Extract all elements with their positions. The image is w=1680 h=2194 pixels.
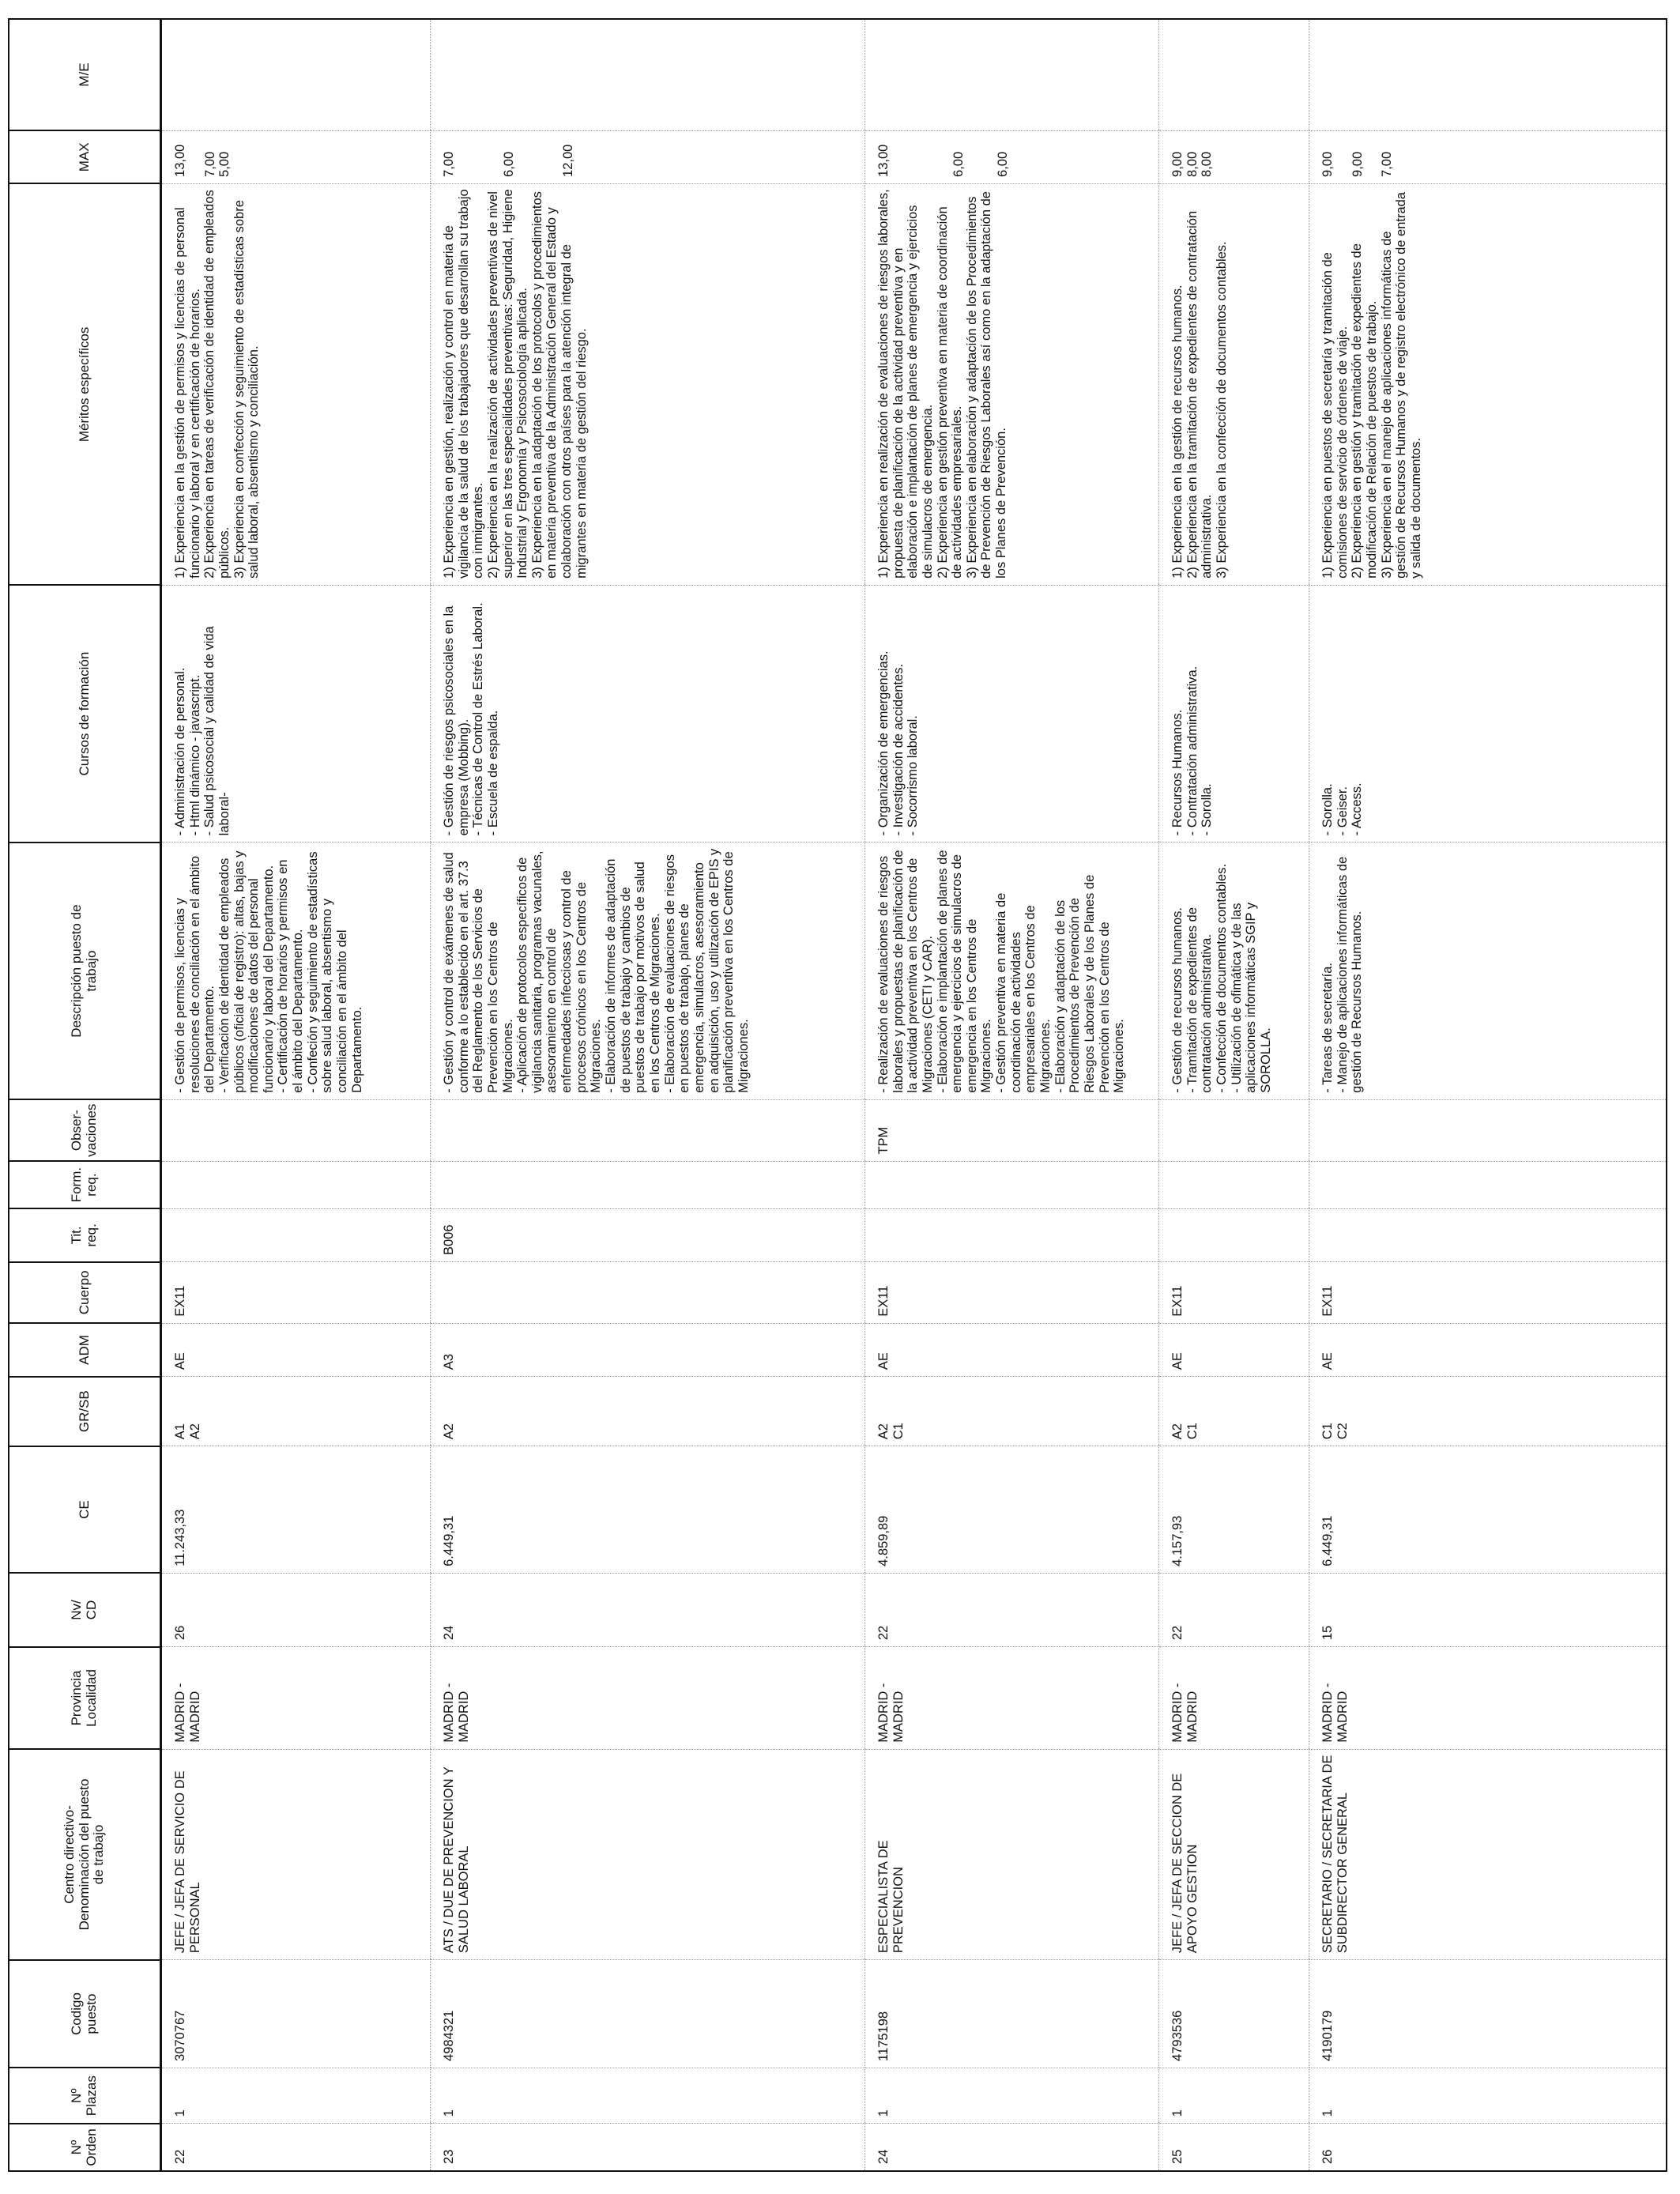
cell-codigo: 4984321: [431, 1960, 865, 2068]
cell-orden: 26: [1309, 2124, 1667, 2170]
cell-nivel: 22: [1159, 1573, 1309, 1646]
cell-provincia: MADRID - MADRID: [865, 1647, 1159, 1750]
cell-cuerpo: EX11: [865, 1262, 1159, 1324]
cell-cuerpo: EX11: [1159, 1262, 1309, 1324]
cell-nivel: 24: [431, 1573, 865, 1646]
cell-max: [161, 130, 431, 183]
table-row: [865, 20, 1159, 2170]
col-header-me: M/E: [9, 20, 161, 130]
table-row: [1159, 20, 1309, 2170]
cell-adm: AE: [161, 1323, 431, 1376]
cell-form: [1309, 1161, 1667, 1208]
cell-orden: 25: [1159, 2124, 1309, 2170]
cell-orden: 22: [161, 2124, 431, 2170]
cell-ce: 11.243,33: [161, 1446, 431, 1574]
cell-centro: JEFE / JEFA DE SECCION DE APOYO GESTION: [1159, 1749, 1309, 1959]
cell-max: [1309, 130, 1667, 183]
cell-cursos: - Sorolla. - Geiser. - Access.: [1309, 585, 1667, 842]
cell-adm: AE: [1309, 1323, 1667, 1376]
col-header-grsb: GR/SB: [9, 1377, 161, 1446]
cell-ce: 6.449,31: [1309, 1446, 1667, 1574]
cell-max: [865, 130, 1159, 183]
cell-tit: [1159, 1208, 1309, 1261]
max-value: 5,00: [217, 151, 232, 177]
cell-form: [161, 1161, 431, 1208]
max-value: 9,00: [1170, 151, 1185, 177]
cell-cuerpo: EX11: [1309, 1262, 1667, 1324]
cell-obs: [1309, 1099, 1667, 1161]
cell-meritos: 1) Experiencia en la gestión de recursos humanos. 2) Experiencia en la tramitación de expedientes de contratación administrativa. 3) Experiencia en la confección de documentos contables.: [1159, 183, 1309, 585]
col-header-meritos: Méritos específicos: [9, 183, 161, 585]
cell-grsb: C1 C2: [1309, 1377, 1667, 1446]
cell-meritos: 1) Experiencia en realización de evaluaciones de riesgos laborales, propuesta de planificación de la actividad preventiva y en elaboración e implantación de planes de emergencia y ejercicios de simulacros de emergencia. 2) Experiencia en gestión preventiva en materia de coordinación de actividades empresariales. 3) Experiencia en elaboración y adaptación de los Procedimientos de Prevención de Riesgos Laborales así como en la adaptación de los Planes de Prevención.: [865, 183, 1159, 585]
positions-table-frame: [8, 18, 1667, 2172]
col-header-centro: Centro directivo- Denominación del puesto de trabajo: [9, 1749, 161, 1959]
header-row: [9, 20, 161, 2170]
cell-ce: 4.859,89: [865, 1446, 1159, 1574]
max-value: 9,00: [1350, 151, 1365, 177]
table-row: [161, 20, 431, 2170]
cell-descripcion: - Gestión y control de exámenes de salud conforme a lo establecido en el art. 37.3 del Reglamento de los Servicios de Prevención en los Centros de Migraciones. - Aplicación de protocolos específicos de vigilancia sanitaria, programas vacunales, asesoramiento en control de enfermedades infecciosas y control de procesos crónicos en los Centros de Migraciones. - Elaboración de informes de adaptación de puestos de trabajo y cambios de puestos de trabajo por motivos de salud en los Centros de Migraciones. - Elaboración de evaluaciones de riesgos en puestos de trabajo, planes de emergencia, simulacros, asesoramiento en adquisición, uso y utilización de EPIS y planificación preventiva en los Centros de Migraciones.: [431, 843, 865, 1099]
col-header-nivel: Nv/ CD: [9, 1573, 161, 1646]
cell-form: [865, 1161, 1159, 1208]
cell-obs: [431, 1099, 865, 1161]
max-value: 7,00: [202, 151, 217, 177]
col-header-codigo: Codigo puesto: [9, 1960, 161, 2068]
cell-cursos: - Recursos Humanos. - Contratación administrativa. - Sorolla.: [1159, 585, 1309, 842]
cell-nivel: 15: [1309, 1573, 1667, 1646]
cell-cursos: - Organización de emergencias. - Investigación de accidentes. - Socorrismo laboral.: [865, 585, 1159, 842]
col-header-max: MAX: [9, 130, 161, 183]
cell-ce: 4.157,93: [1159, 1446, 1309, 1574]
cell-plazas: 1: [865, 2068, 1159, 2123]
cell-tit: [1309, 1208, 1667, 1261]
cell-meritos: 1) Experiencia en gestión, realización y control en materia de vigilancia de la salud de los trabajadores que desarrollan su trabajo con inmigrantes. 2) Experiencia en la realización de actividades preventivas de nivel superior en las tres especialidades preventivas: Seguridad, Higiene Industrial y Ergonomía y Psicosociología aplicada. 3) Experiencia en la adaptación de los protocolos y procedimientos en materia preventiva de la Administración General del Estado y colaboración con otros países para la atención integral de migrantes en materia de gestión del riesgo.: [431, 183, 865, 585]
cell-obs: [161, 1099, 431, 1161]
cell-max: [431, 130, 865, 183]
cell-cursos: - Administración de personal. - Html dinámico - javascript. - Salud psicosocial y calidad de vida laboral-: [161, 585, 431, 842]
col-header-form: Form. req.: [9, 1161, 161, 1208]
max-value: 13,00: [173, 144, 187, 177]
cell-form: [1159, 1161, 1309, 1208]
cell-plazas: 1: [1159, 2068, 1309, 2123]
cell-adm: A3: [431, 1323, 865, 1376]
cell-nivel: 22: [865, 1573, 1159, 1646]
cell-form: [431, 1161, 865, 1208]
cell-max: [1159, 130, 1309, 183]
cell-cursos: - Gestión de riesgos psicosociales en la empresa (Mobbing). - Técnicas de Control de Estrés Laboral. - Escuela de espalda.: [431, 585, 865, 842]
cell-me: [1159, 20, 1309, 130]
cell-codigo: 3070767: [161, 1960, 431, 2068]
cell-codigo: 4793536: [1159, 1960, 1309, 2068]
positions-table: [9, 20, 1666, 2170]
cell-centro: ATS / DUE DE PREVENCION Y SALUD LABORAL: [431, 1749, 865, 1959]
max-value: 6,00: [996, 151, 1011, 177]
cell-plazas: 1: [161, 2068, 431, 2123]
col-header-ce: CE: [9, 1446, 161, 1574]
cell-centro: ESPECIALISTA DE PREVENCION: [865, 1749, 1159, 1959]
col-header-adm: ADM: [9, 1323, 161, 1376]
max-value: 7,00: [442, 151, 456, 177]
col-header-plazas: Nº Plazas: [9, 2068, 161, 2123]
max-value: 8,00: [1185, 151, 1200, 177]
cell-tit: B006: [431, 1208, 865, 1261]
cell-grsb: A2: [431, 1377, 865, 1446]
cell-descripcion: - Gestión de recursos humanos. - Tramitación de expedientes de contratación administrativa. - Confección de documentos contables. - Utilización de ofimática y de las aplicaciones informáticas SGIP y SOROLLA.: [1159, 843, 1309, 1099]
col-header-orden: Nº Orden: [9, 2124, 161, 2170]
cell-provincia: MADRID - MADRID: [431, 1647, 865, 1750]
cell-provincia: MADRID - MADRID: [161, 1647, 431, 1750]
cell-me: [431, 20, 865, 130]
cell-plazas: 1: [431, 2068, 865, 2123]
cell-codigo: 4190179: [1309, 1960, 1667, 2068]
cell-grsb: A2 C1: [1159, 1377, 1309, 1446]
cell-me: [865, 20, 1159, 130]
cell-centro: SECRETARIO / SECRETARIA DE SUBDIRECTOR GENERAL: [1309, 1749, 1667, 1959]
cell-centro: JEFE / JEFA DE SERVICIO DE PERSONAL: [161, 1749, 431, 1959]
max-value: 8,00: [1200, 151, 1215, 177]
table-row: [1309, 20, 1667, 2170]
cell-meritos: 1) Experiencia en la gestión de permisos y licencias de personal funcionario y laboral y en certificación de horarios. 2) Experiencia en tareas de verificación de identidad de empleados públicos. 3) Experiencia en confección y seguimiento de estadísticas sobre salud laboral, absentismo y conciliación.: [161, 183, 431, 585]
col-header-cuerpo: Cuerpo: [9, 1262, 161, 1324]
cell-me: [161, 20, 431, 130]
cell-obs: TPM: [865, 1099, 1159, 1161]
cell-tit: [161, 1208, 431, 1261]
cell-plazas: 1: [1309, 2068, 1667, 2123]
cell-ce: 6.449,31: [431, 1446, 865, 1574]
max-value: 7,00: [1380, 151, 1395, 177]
cell-obs: [1159, 1099, 1309, 1161]
max-value: 9,00: [1320, 151, 1335, 177]
max-value: 6,00: [501, 151, 516, 177]
cell-orden: 23: [431, 2124, 865, 2170]
col-header-cursos: Cursos de formación: [9, 585, 161, 842]
cell-tit: [865, 1208, 1159, 1261]
cell-descripcion: - Realización de evaluaciones de riesgos laborales y propuestas de planificación de la actividad preventiva en los Centros de Migraciones (CETI y CAR). - Elaboración e implantación de planes de emergencia y ejercicios de simulacros de emergencia en los Centros de Migraciones. - Gestión preventiva en materia de coordinación de actividades empresariales en los Centros de Migraciones. - Elaboración y adaptación de los Procedimientos de Prevención de Riesgos Laborales y de los Planes de Prevención en los Centros de Migraciones.: [865, 843, 1159, 1099]
max-value: 13,00: [876, 144, 891, 177]
cell-grsb: A2 C1: [865, 1377, 1159, 1446]
cell-cuerpo: [431, 1262, 865, 1324]
table-row: [431, 20, 865, 2170]
col-header-descripcion: Descripción puesto de trabajo: [9, 843, 161, 1099]
cell-cuerpo: EX11: [161, 1262, 431, 1324]
cell-descripcion: - Gestión de permisos, licencias y resoluciones de conciliación en el ámbito del Departamento. - Verificación de identidad de empleados públicos (oficial de registro): altas, bajas y modificaciones de datos del personal funcionario y laboral del Departamento. - Certificación de horarios y permisos en el ámbito del Departamento. - Confeción y seguimiento de estadísticas sobre salud laboral, absentismo y conciliación en el ámbito del Departamento.: [161, 843, 431, 1099]
cell-grsb: A1 A2: [161, 1377, 431, 1446]
col-header-obs: Obser- vaciones: [9, 1099, 161, 1161]
col-header-tit: Tit. req.: [9, 1208, 161, 1261]
cell-nivel: 26: [161, 1573, 431, 1646]
max-value: 12,00: [561, 144, 576, 177]
cell-descripcion: - Tareas de secretaría. - Manejo de aplicaciones informáticas de gestión de Recursos Humanos.: [1309, 843, 1667, 1099]
cell-provincia: MADRID - MADRID: [1159, 1647, 1309, 1750]
cell-adm: AE: [1159, 1323, 1309, 1376]
cell-orden: 24: [865, 2124, 1159, 2170]
col-header-provincia: Provincia Localidad: [9, 1647, 161, 1750]
cell-meritos: 1) Experiencia en puestos de secretaría y tramitación de comisiones de servicio de órdenes de viaje. 2) Experiencia en gestión y tramitación de expedientes de modificación de Relación de puestos de trabajo. 3) Experiencia en el manejo de aplicaciones informáticas de gestión de Recursos Humanos y de registro electrónico de entrada y salida de documentos.: [1309, 183, 1667, 585]
cell-me: [1309, 20, 1667, 130]
cell-codigo: 1175198: [865, 1960, 1159, 2068]
cell-provincia: MADRID - MADRID: [1309, 1647, 1667, 1750]
max-value: 6,00: [951, 151, 966, 177]
cell-adm: AE: [865, 1323, 1159, 1376]
